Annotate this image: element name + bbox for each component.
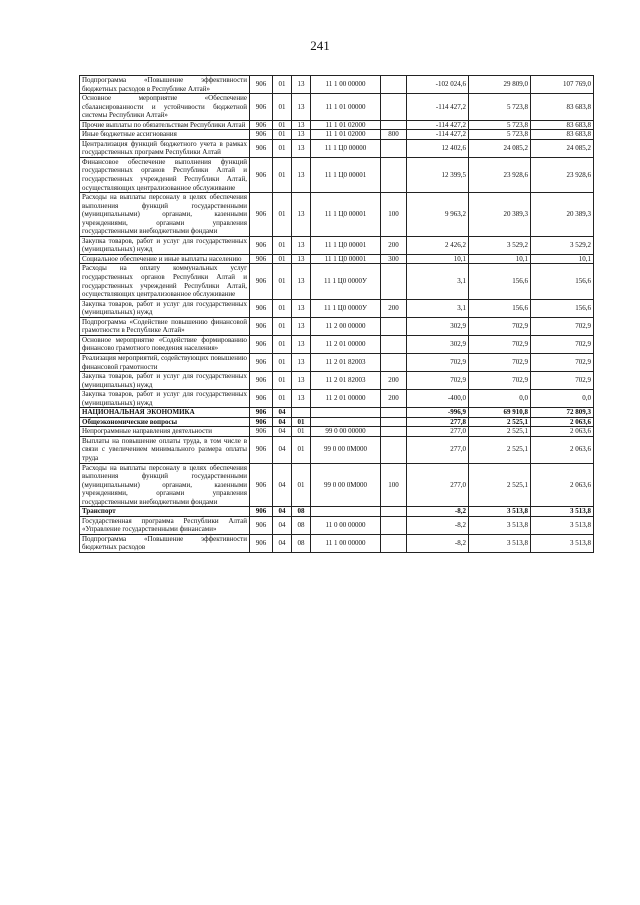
subsection-code-cell: 13 bbox=[292, 353, 311, 371]
subsection-code-cell: 01 bbox=[292, 427, 311, 437]
table-row bbox=[80, 408, 594, 418]
amount-2-cell: 24 085,2 bbox=[469, 139, 531, 157]
amount-1-cell: 302,9 bbox=[407, 317, 469, 335]
section-code-cell: 01 bbox=[273, 94, 292, 121]
amount-2-cell: 3 529,2 bbox=[469, 236, 531, 254]
subsection-code-cell: 13 bbox=[292, 130, 311, 140]
expense-type-cell: 200 bbox=[381, 299, 407, 317]
ved-code-cell: 906 bbox=[250, 317, 273, 335]
table-row bbox=[80, 516, 594, 534]
target-article-cell: 11 1 Ц0 0000У bbox=[311, 299, 381, 317]
expense-type-cell bbox=[381, 264, 407, 299]
amount-3-cell: 2 063,6 bbox=[531, 436, 594, 463]
budget-table bbox=[79, 75, 594, 553]
expense-type-cell: 300 bbox=[381, 254, 407, 264]
subsection-code-cell: 13 bbox=[292, 372, 311, 390]
ved-code-cell: 906 bbox=[250, 417, 273, 427]
amount-2-cell: 702,9 bbox=[469, 335, 531, 353]
section-code-cell: 04 bbox=[273, 463, 292, 507]
amount-2-cell: 5 723,8 bbox=[469, 130, 531, 140]
row-name-cell: Прочие выплаты по обязательствам Республики Алтай bbox=[80, 120, 250, 130]
amount-1-cell: 277,0 bbox=[407, 427, 469, 437]
section-code-cell: 04 bbox=[273, 436, 292, 463]
subsection-code-cell: 13 bbox=[292, 390, 311, 408]
row-name-cell: Основное мероприятие «Содействие формированию финансово грамотного поведения населения» bbox=[80, 335, 250, 353]
subsection-code-cell: 01 bbox=[292, 463, 311, 507]
amount-1-cell: 702,9 bbox=[407, 372, 469, 390]
section-code-cell: 01 bbox=[273, 157, 292, 192]
section-code-cell: 04 bbox=[273, 534, 292, 552]
amount-2-cell: 702,9 bbox=[469, 372, 531, 390]
expense-type-cell bbox=[381, 139, 407, 157]
ved-code-cell: 906 bbox=[250, 372, 273, 390]
expense-type-cell bbox=[381, 94, 407, 121]
table-row bbox=[80, 390, 594, 408]
subsection-code-cell: 08 bbox=[292, 516, 311, 534]
section-code-cell: 01 bbox=[273, 254, 292, 264]
amount-2-cell: 10,1 bbox=[469, 254, 531, 264]
section-code-cell: 04 bbox=[273, 417, 292, 427]
target-article-cell: 11 2 01 82003 bbox=[311, 372, 381, 390]
amount-1-cell: 12 402,6 bbox=[407, 139, 469, 157]
target-article-cell bbox=[311, 507, 381, 517]
target-article-cell: 11 1 Ц0 00001 bbox=[311, 157, 381, 192]
amount-3-cell: 702,9 bbox=[531, 353, 594, 371]
ved-code-cell: 906 bbox=[250, 390, 273, 408]
target-article-cell: 99 0 00 0М000 bbox=[311, 463, 381, 507]
section-code-cell: 04 bbox=[273, 516, 292, 534]
target-article-cell: 11 1 00 00000 bbox=[311, 76, 381, 94]
ved-code-cell: 906 bbox=[250, 507, 273, 517]
amount-2-cell: 29 809,0 bbox=[469, 76, 531, 94]
table-row bbox=[80, 236, 594, 254]
amount-3-cell: 20 389,3 bbox=[531, 193, 594, 237]
amount-2-cell: 3 513,8 bbox=[469, 516, 531, 534]
subsection-code-cell: 13 bbox=[292, 76, 311, 94]
row-name-cell: НАЦИОНАЛЬНАЯ ЭКОНОМИКА bbox=[80, 408, 250, 418]
amount-3-cell: 156,6 bbox=[531, 299, 594, 317]
amount-3-cell: 72 809,3 bbox=[531, 408, 594, 418]
section-code-cell: 01 bbox=[273, 139, 292, 157]
amount-3-cell: 23 928,6 bbox=[531, 157, 594, 192]
section-code-cell: 01 bbox=[273, 193, 292, 237]
amount-1-cell: -996,9 bbox=[407, 408, 469, 418]
target-article-cell bbox=[311, 417, 381, 427]
subsection-code-cell: 13 bbox=[292, 264, 311, 299]
expense-type-cell bbox=[381, 408, 407, 418]
amount-2-cell: 2 525,1 bbox=[469, 463, 531, 507]
amount-2-cell: 156,6 bbox=[469, 264, 531, 299]
subsection-code-cell: 13 bbox=[292, 193, 311, 237]
target-article-cell: 11 2 01 00000 bbox=[311, 335, 381, 353]
target-article-cell: 11 1 Ц0 0000У bbox=[311, 264, 381, 299]
amount-2-cell: 702,9 bbox=[469, 353, 531, 371]
section-code-cell: 01 bbox=[273, 76, 292, 94]
row-name-cell: Закупка товаров, работ и услуг для государственных (муниципальных) нужд bbox=[80, 236, 250, 254]
ved-code-cell: 906 bbox=[250, 120, 273, 130]
ved-code-cell: 906 bbox=[250, 76, 273, 94]
ved-code-cell: 906 bbox=[250, 516, 273, 534]
ved-code-cell: 906 bbox=[250, 436, 273, 463]
ved-code-cell: 906 bbox=[250, 157, 273, 192]
ved-code-cell: 906 bbox=[250, 236, 273, 254]
table-row bbox=[80, 157, 594, 192]
table-row bbox=[80, 427, 594, 437]
section-code-cell: 01 bbox=[273, 299, 292, 317]
section-code-cell: 01 bbox=[273, 317, 292, 335]
row-name-cell: Расходы на выплаты персоналу в целях обеспечения выполнения функций государственными (муниципальными) органами, казенными учреждениями, органами управления государственными внебюджетными фондами bbox=[80, 463, 250, 507]
amount-3-cell: 702,9 bbox=[531, 335, 594, 353]
amount-2-cell: 3 513,8 bbox=[469, 534, 531, 552]
table-row bbox=[80, 463, 594, 507]
expense-type-cell bbox=[381, 417, 407, 427]
target-article-cell: 11 1 01 02000 bbox=[311, 120, 381, 130]
expense-type-cell: 100 bbox=[381, 463, 407, 507]
amount-1-cell: 3,1 bbox=[407, 299, 469, 317]
row-name-cell: Подпрограмма «Содействие повышению финансовой грамотности в Республике Алтай» bbox=[80, 317, 250, 335]
ved-code-cell: 906 bbox=[250, 353, 273, 371]
table-row bbox=[80, 264, 594, 299]
amount-2-cell: 2 525,1 bbox=[469, 417, 531, 427]
section-code-cell: 01 bbox=[273, 335, 292, 353]
expense-type-cell: 200 bbox=[381, 236, 407, 254]
expense-type-cell bbox=[381, 427, 407, 437]
row-name-cell: Транспорт bbox=[80, 507, 250, 517]
amount-1-cell: -114 427,2 bbox=[407, 120, 469, 130]
amount-2-cell: 3 513,8 bbox=[469, 507, 531, 517]
ved-code-cell: 906 bbox=[250, 408, 273, 418]
ved-code-cell: 906 bbox=[250, 130, 273, 140]
amount-3-cell: 3 513,8 bbox=[531, 516, 594, 534]
amount-3-cell: 3 529,2 bbox=[531, 236, 594, 254]
table-row bbox=[80, 254, 594, 264]
expense-type-cell: 200 bbox=[381, 372, 407, 390]
amount-2-cell: 20 389,3 bbox=[469, 193, 531, 237]
table-row bbox=[80, 76, 594, 94]
subsection-code-cell: 13 bbox=[292, 317, 311, 335]
ved-code-cell: 906 bbox=[250, 299, 273, 317]
amount-3-cell: 2 063,6 bbox=[531, 417, 594, 427]
amount-2-cell: 0,0 bbox=[469, 390, 531, 408]
row-name-cell: Общеэкономические вопросы bbox=[80, 417, 250, 427]
amount-2-cell: 2 525,1 bbox=[469, 427, 531, 437]
row-name-cell: Непрограммные направления деятельности bbox=[80, 427, 250, 437]
ved-code-cell: 906 bbox=[250, 139, 273, 157]
target-article-cell: 11 2 00 00000 bbox=[311, 317, 381, 335]
subsection-code-cell: 13 bbox=[292, 254, 311, 264]
target-article-cell: 11 2 01 00000 bbox=[311, 390, 381, 408]
row-name-cell: Финансовое обеспечение выполнения функций государственных органов Республики Алтай и государственных учреждений Республики Алтай, осуществляющих централизованное обслуживание bbox=[80, 157, 250, 192]
expense-type-cell bbox=[381, 335, 407, 353]
target-article-cell: 11 0 00 00000 bbox=[311, 516, 381, 534]
amount-2-cell: 23 928,6 bbox=[469, 157, 531, 192]
amount-1-cell: 2 426,2 bbox=[407, 236, 469, 254]
amount-2-cell: 69 910,8 bbox=[469, 408, 531, 418]
amount-1-cell: 277,8 bbox=[407, 417, 469, 427]
page-number: 241 bbox=[310, 38, 330, 53]
section-code-cell: 01 bbox=[273, 353, 292, 371]
subsection-code-cell: 13 bbox=[292, 299, 311, 317]
table-row bbox=[80, 436, 594, 463]
amount-1-cell: 277,0 bbox=[407, 436, 469, 463]
amount-1-cell: -8,2 bbox=[407, 534, 469, 552]
row-name-cell: Выплаты на повышение оплаты труда, в том числе в связи с увеличением минимального размера оплаты труда bbox=[80, 436, 250, 463]
section-code-cell: 01 bbox=[273, 130, 292, 140]
ved-code-cell: 906 bbox=[250, 335, 273, 353]
row-name-cell: Реализация мероприятий, содействующих повышению финансовой грамотности bbox=[80, 353, 250, 371]
expense-type-cell: 800 bbox=[381, 130, 407, 140]
target-article-cell: 11 1 01 00000 bbox=[311, 94, 381, 121]
subsection-code-cell: 08 bbox=[292, 534, 311, 552]
ved-code-cell: 906 bbox=[250, 94, 273, 121]
amount-2-cell: 5 723,8 bbox=[469, 120, 531, 130]
amount-1-cell: 702,9 bbox=[407, 353, 469, 371]
target-article-cell: 11 1 Ц0 00001 bbox=[311, 254, 381, 264]
table-row bbox=[80, 120, 594, 130]
table-row bbox=[80, 130, 594, 140]
target-article-cell: 11 2 01 82003 bbox=[311, 353, 381, 371]
subsection-code-cell: 13 bbox=[292, 120, 311, 130]
subsection-code-cell: 13 bbox=[292, 335, 311, 353]
row-name-cell: Подпрограмма «Повышение эффективности бюджетных расходов bbox=[80, 534, 250, 552]
amount-1-cell: 10,1 bbox=[407, 254, 469, 264]
amount-1-cell: -102 024,6 bbox=[407, 76, 469, 94]
amount-1-cell: 302,9 bbox=[407, 335, 469, 353]
section-code-cell: 01 bbox=[273, 236, 292, 254]
section-code-cell: 01 bbox=[273, 120, 292, 130]
subsection-code-cell: 01 bbox=[292, 436, 311, 463]
table-row bbox=[80, 335, 594, 353]
amount-2-cell: 702,9 bbox=[469, 317, 531, 335]
target-article-cell: 11 1 Ц0 00001 bbox=[311, 236, 381, 254]
amount-3-cell: 156,6 bbox=[531, 264, 594, 299]
expense-type-cell bbox=[381, 507, 407, 517]
ved-code-cell: 906 bbox=[250, 534, 273, 552]
table-row bbox=[80, 193, 594, 237]
ved-code-cell: 906 bbox=[250, 264, 273, 299]
amount-3-cell: 83 683,8 bbox=[531, 94, 594, 121]
expense-type-cell bbox=[381, 76, 407, 94]
row-name-cell: Расходы на выплаты персоналу в целях обеспечения выполнения функций государственными (муниципальными) органами, казенными учреждениями, органами управления государственными внебюджетными фондами bbox=[80, 193, 250, 237]
amount-3-cell: 83 683,8 bbox=[531, 130, 594, 140]
ved-code-cell: 906 bbox=[250, 254, 273, 264]
amount-1-cell: -114 427,2 bbox=[407, 130, 469, 140]
expense-type-cell bbox=[381, 436, 407, 463]
amount-1-cell: -8,2 bbox=[407, 516, 469, 534]
target-article-cell: 11 1 01 02000 bbox=[311, 130, 381, 140]
amount-3-cell: 107 769,0 bbox=[531, 76, 594, 94]
amount-2-cell: 2 525,1 bbox=[469, 436, 531, 463]
subsection-code-cell: 01 bbox=[292, 417, 311, 427]
amount-1-cell: 3,1 bbox=[407, 264, 469, 299]
table-row bbox=[80, 507, 594, 517]
section-code-cell: 04 bbox=[273, 408, 292, 418]
target-article-cell: 11 1 Ц0 00001 bbox=[311, 193, 381, 237]
row-name-cell: Расходы на оплату коммунальных услуг государственных органов Республики Алтай и государственных учреждений Республики Алтай, осуществляющих централизованное обслуживание bbox=[80, 264, 250, 299]
amount-1-cell: -8,2 bbox=[407, 507, 469, 517]
amount-3-cell: 10,1 bbox=[531, 254, 594, 264]
table-row bbox=[80, 353, 594, 371]
amount-2-cell: 156,6 bbox=[469, 299, 531, 317]
table-row bbox=[80, 534, 594, 552]
ved-code-cell: 906 bbox=[250, 427, 273, 437]
amount-3-cell: 702,9 bbox=[531, 317, 594, 335]
target-article-cell bbox=[311, 408, 381, 418]
subsection-code-cell: 08 bbox=[292, 507, 311, 517]
row-name-cell: Подпрограмма «Повышение эффективности бюджетных расходов в Республике Алтай» bbox=[80, 76, 250, 94]
expense-type-cell: 100 bbox=[381, 193, 407, 237]
amount-1-cell: 9 963,2 bbox=[407, 193, 469, 237]
amount-3-cell: 83 683,8 bbox=[531, 120, 594, 130]
amount-1-cell: 12 399,5 bbox=[407, 157, 469, 192]
amount-3-cell: 3 513,8 bbox=[531, 507, 594, 517]
row-name-cell: Закупка товаров, работ и услуг для государственных (муниципальных) нужд bbox=[80, 390, 250, 408]
table-row bbox=[80, 299, 594, 317]
amount-3-cell: 3 513,8 bbox=[531, 534, 594, 552]
amount-1-cell: -400,0 bbox=[407, 390, 469, 408]
amount-3-cell: 2 063,6 bbox=[531, 463, 594, 507]
amount-3-cell: 0,0 bbox=[531, 390, 594, 408]
row-name-cell: Закупка товаров, работ и услуг для государственных (муниципальных) нужд bbox=[80, 299, 250, 317]
row-name-cell: Основное мероприятие «Обеспечение сбалансированности и устойчивости бюджетной системы Республики Алтай» bbox=[80, 94, 250, 121]
row-name-cell: Закупка товаров, работ и услуг для государственных (муниципальных) нужд bbox=[80, 372, 250, 390]
amount-1-cell: 277,0 bbox=[407, 463, 469, 507]
expense-type-cell bbox=[381, 534, 407, 552]
section-code-cell: 01 bbox=[273, 390, 292, 408]
target-article-cell: 99 0 00 00000 bbox=[311, 427, 381, 437]
ved-code-cell: 906 bbox=[250, 463, 273, 507]
target-article-cell: 99 0 00 0М000 bbox=[311, 436, 381, 463]
table-row bbox=[80, 317, 594, 335]
subsection-code-cell: 13 bbox=[292, 94, 311, 121]
subsection-code-cell: 13 bbox=[292, 236, 311, 254]
amount-3-cell: 2 063,6 bbox=[531, 427, 594, 437]
table-row bbox=[80, 139, 594, 157]
expense-type-cell bbox=[381, 353, 407, 371]
amount-1-cell: -114 427,2 bbox=[407, 94, 469, 121]
expense-type-cell bbox=[381, 157, 407, 192]
subsection-code-cell: 13 bbox=[292, 139, 311, 157]
amount-2-cell: 5 723,8 bbox=[469, 94, 531, 121]
expense-type-cell bbox=[381, 317, 407, 335]
target-article-cell: 11 1 Ц0 00000 bbox=[311, 139, 381, 157]
amount-3-cell: 24 085,2 bbox=[531, 139, 594, 157]
expense-type-cell bbox=[381, 516, 407, 534]
section-code-cell: 01 bbox=[273, 372, 292, 390]
table-row bbox=[80, 417, 594, 427]
subsection-code-cell: 13 bbox=[292, 157, 311, 192]
ved-code-cell: 906 bbox=[250, 193, 273, 237]
target-article-cell: 11 1 00 00000 bbox=[311, 534, 381, 552]
row-name-cell: Государственная программа Республики Алтай «Управление государственными финансами» bbox=[80, 516, 250, 534]
subsection-code-cell bbox=[292, 408, 311, 418]
row-name-cell: Социальное обеспечение и иные выплаты населению bbox=[80, 254, 250, 264]
section-code-cell: 01 bbox=[273, 264, 292, 299]
table-row bbox=[80, 372, 594, 390]
expense-type-cell bbox=[381, 120, 407, 130]
section-code-cell: 04 bbox=[273, 427, 292, 437]
section-code-cell: 04 bbox=[273, 507, 292, 517]
row-name-cell: Централизация функций бюджетного учета в рамках государственных программ Республики Алтай bbox=[80, 139, 250, 157]
expense-type-cell: 200 bbox=[381, 390, 407, 408]
amount-3-cell: 702,9 bbox=[531, 372, 594, 390]
table-row bbox=[80, 94, 594, 121]
row-name-cell: Иные бюджетные ассигнования bbox=[80, 130, 250, 140]
